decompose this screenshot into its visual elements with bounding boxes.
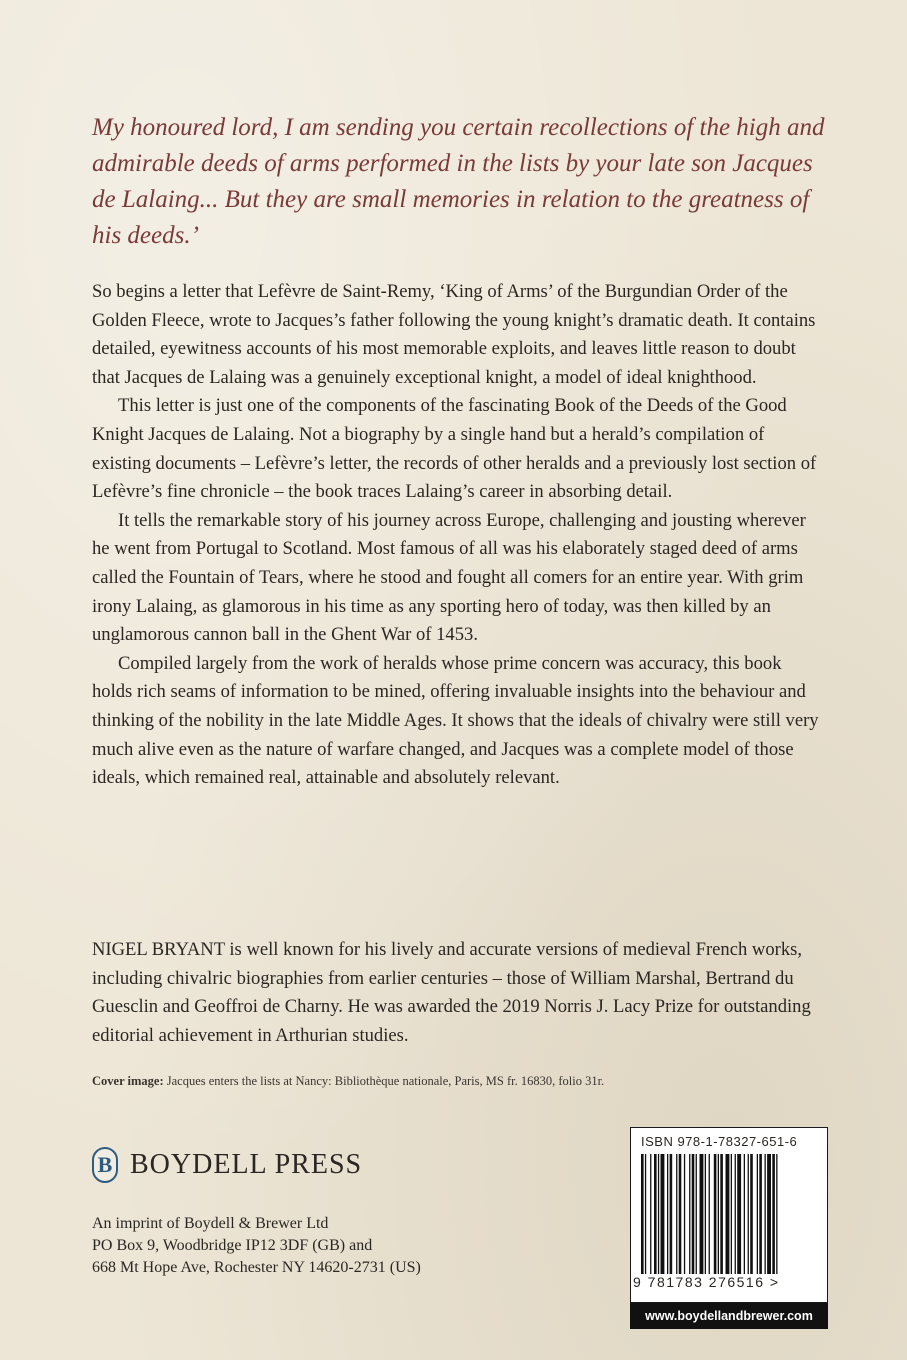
blurb-paragraph-2: This letter is just one of the components of the fascinating Book of the Deeds of the Good Knight Jacques de Lalaing. Not a biography by a single hand but a herald’s compilation of existing documents – Lefèvre’s letter, the records of other heralds and a previously lost section of Lefèvre’s fine chronicle – the book traces Lalaing’s career in absorbing detail. bbox=[92, 395, 817, 503]
barcode-bar bbox=[748, 1154, 749, 1274]
barcode-bar bbox=[731, 1154, 732, 1274]
publisher-website: www.boydellandbrewer.com bbox=[630, 1303, 828, 1329]
barcode-bar bbox=[767, 1154, 771, 1274]
barcode-bar bbox=[679, 1154, 682, 1274]
barcode-bar bbox=[750, 1154, 753, 1274]
author-bio: NIGEL BRYANT is well known for his lively and accurate versions of medieval French works, including chivalric biographies from earlier centuries – those of William Marshal, Bertrand du Guesclin and Geoffroi de Charny. He was awarded the 2019 Norris J. Lacy Prize for outstanding editorial achievement in Arthurian studies. bbox=[92, 939, 811, 1046]
barcode-bars-icon bbox=[641, 1154, 817, 1274]
barcode-bar bbox=[744, 1154, 745, 1274]
barcode-bar bbox=[720, 1154, 723, 1274]
address-line-1: An imprint of Boydell & Brewer Ltd bbox=[92, 1215, 329, 1232]
barcode-bar bbox=[759, 1154, 762, 1274]
blurb bbox=[92, 278, 822, 793]
barcode-bar bbox=[700, 1154, 704, 1274]
barcode-bar bbox=[684, 1154, 685, 1274]
address-line-2: PO Box 9, Woodbridge IP12 3DF (GB) and bbox=[92, 1237, 373, 1254]
barcode-bar bbox=[772, 1154, 775, 1274]
barcode-bar bbox=[709, 1154, 710, 1274]
barcode-bar bbox=[696, 1154, 697, 1274]
barcode-bar bbox=[667, 1154, 668, 1274]
barcode-bar bbox=[650, 1154, 651, 1274]
barcode-digits: 9 781783 276516 > bbox=[633, 1274, 780, 1290]
barcode-bar bbox=[776, 1154, 777, 1274]
credit-label: Cover image: bbox=[92, 1074, 164, 1088]
barcode-bar bbox=[658, 1154, 659, 1274]
blurb-paragraph-4: Compiled largely from the work of heralds whose prime concern was accuracy, this book holds rich seams of information to be mined, offering invaluable insights into the behaviour and thinking of the nobility in the late Middle Ages. It shows that the ideals of chivalry were still very much alive even as the nature of warfare changed, and Jacques was a complete model of those ideals, which remained real, attainable and absolutely relevant. bbox=[92, 652, 819, 789]
barcode-bar bbox=[661, 1154, 665, 1274]
barcode-bar bbox=[726, 1154, 730, 1274]
barcode-bar bbox=[676, 1154, 677, 1274]
barcode-bar bbox=[714, 1154, 717, 1274]
barcode-bar bbox=[735, 1154, 736, 1274]
barcode-bar bbox=[718, 1154, 719, 1274]
barcode-bar bbox=[654, 1154, 657, 1274]
barcode-bar bbox=[757, 1154, 758, 1274]
cover-quote: My honoured lord, I am sending you certain recollections of the high and admirable deeds of arms performed in the lists by your late son Jacques de Lalaing... But they are small memories in relation to the greatness of his deeds.’ bbox=[92, 114, 825, 249]
barcode-bar bbox=[641, 1154, 644, 1274]
barcode-bar bbox=[765, 1154, 766, 1274]
credit-text: Jacques enters the lists at Nancy: Bibliothèque nationale, Paris, MS fr. 16830, folio 31r. bbox=[166, 1074, 605, 1088]
blurb-paragraph-1: So begins a letter that Lefèvre de Saint-Remy, ‘King of Arms’ of the Burgundian Order of the Golden Fleece, wrote to Jacques’s father following the young knight’s dramatic death. It contains detailed, eyewitness accounts of his most memorable exploits, and leaves little reason to doubt that Jacques de Lalaing was a genuinely exceptional knight, a model of ideal knighthood. bbox=[92, 281, 816, 388]
barcode-bar bbox=[692, 1154, 695, 1274]
barcode-bar bbox=[645, 1154, 646, 1274]
publisher-name: BOYDELL PRESS bbox=[130, 1149, 363, 1180]
barcode-bar bbox=[670, 1154, 673, 1274]
isbn-barcode bbox=[630, 1127, 828, 1303]
publisher-address bbox=[92, 1213, 512, 1279]
publisher-logo bbox=[92, 1145, 362, 1185]
isbn-label: ISBN 978-1-78327-651-6 bbox=[641, 1134, 798, 1149]
cover-image-credit bbox=[92, 1074, 812, 1089]
boydell-b-icon: B bbox=[92, 1147, 118, 1183]
address-line-3: 668 Mt Hope Ave, Rochester NY 14620-2731 (US) bbox=[92, 1259, 421, 1276]
barcode-bar bbox=[689, 1154, 690, 1274]
barcode-bar bbox=[705, 1154, 706, 1274]
barcode-bar bbox=[737, 1154, 741, 1274]
blurb-paragraph-3: It tells the remarkable story of his journey across Europe, challenging and jousting wherever he went from Portugal to Scotland. Most famous of all was his elaborately staged deed of arms called the Fountain of Tears, where he stood and fought all comers for an entire year. With grim irony Lalaing, as glamorous in his time as any sporting hero of today, was then killed by an unglamorous cannon ball in the Ghent War of 1453. bbox=[92, 509, 806, 646]
